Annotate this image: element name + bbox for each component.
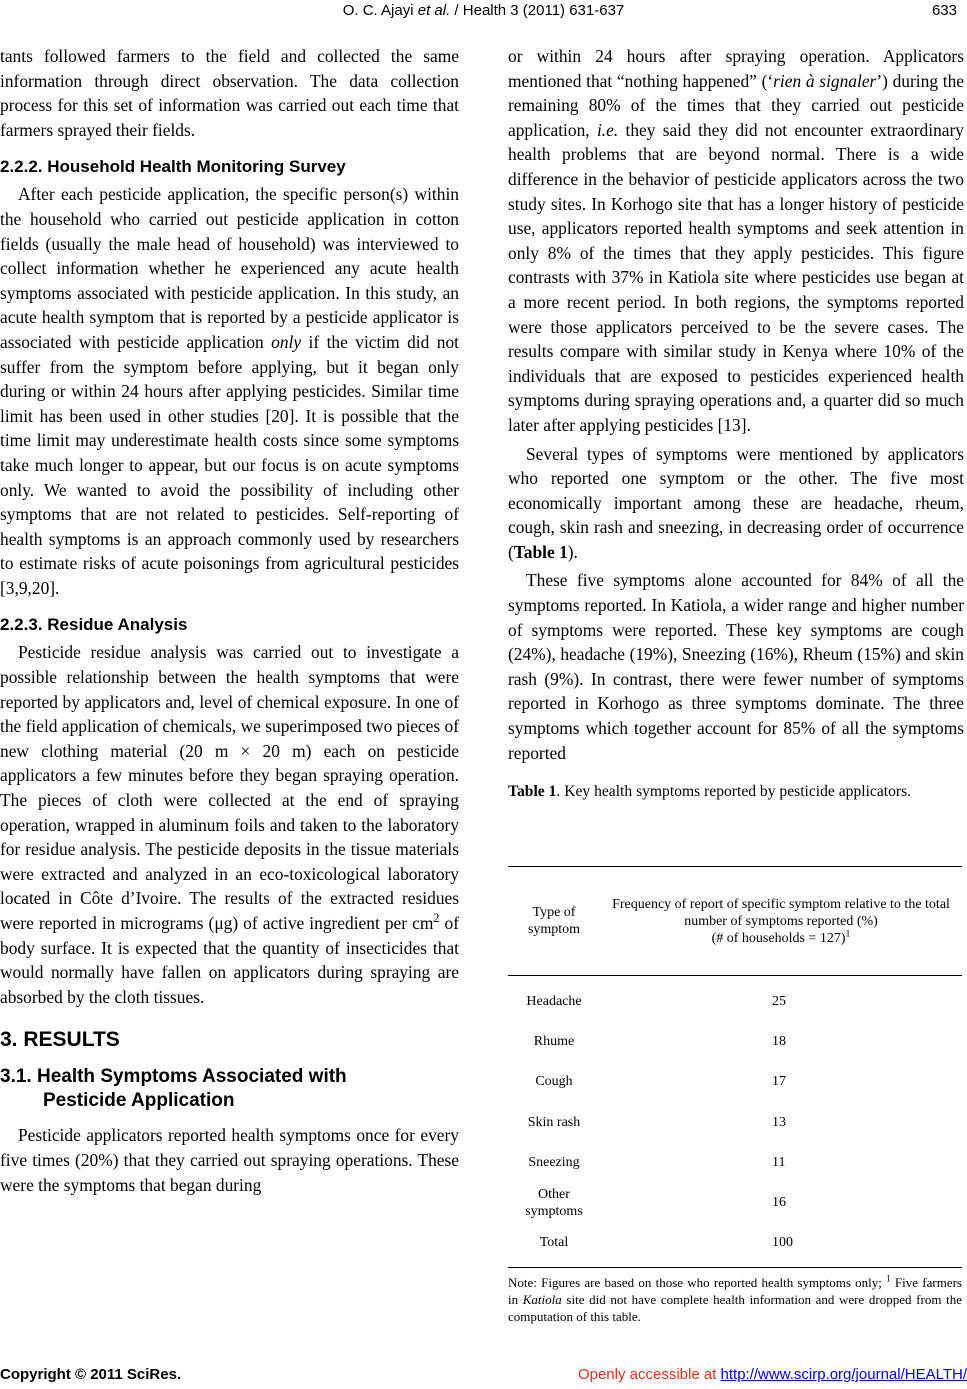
paragraph: tants followed farmers to the field and collected the same information through direct observation. The data collection process for this set of information was carried out each time that farmers sprayed their fields. [0, 46, 459, 140]
table-bottom-rule [508, 1267, 962, 1268]
frequency-cell: 100 [772, 1235, 793, 1251]
section-heading-2-2-3: 2.2.3. Residue Analysis [0, 615, 188, 635]
frequency-cell: 16 [772, 1195, 786, 1211]
table-row [508, 981, 962, 1021]
right-column [508, 44, 964, 802]
frequency-cell: 18 [772, 1033, 786, 1049]
page-number: 633 [931, 2, 957, 19]
section-heading-2-2-2: 2.2.2. Household Health Monitoring Survey [0, 157, 346, 177]
symptoms-table [508, 866, 962, 1325]
table-reference-link: Table 1 [513, 541, 568, 562]
symptom-cell: Total [539, 1235, 569, 1251]
symptom-cell: Sneezing [528, 1154, 580, 1170]
table-row [508, 1142, 962, 1182]
symptom-cell: Cough [535, 1074, 573, 1090]
table-header-row [508, 867, 962, 975]
table-caption: Table 1. Key health symptoms reported by pesticide applicators. [508, 783, 912, 801]
section-heading-results: 3. RESULTS [0, 1028, 120, 1052]
header-type-of-symptom: Type of symptom [527, 905, 581, 937]
table-row [508, 1223, 962, 1263]
header-citation: O. C. Ajayi et al. / Health 3 (2011) 631-637 [342, 2, 625, 19]
journal-url-link[interactable]: http://www.scirp.org/journal/HEALTH/ [720, 1366, 967, 1383]
section-heading-3-1: 3.1. Health Symptoms Associated with Pesticide Application [0, 1066, 347, 1112]
paragraph: After each pesticide application, the specific person(s) within the household who carried out pesticide application in cotton fields (usually the male head of household) was interviewed to collect information whether he experienced any acute health symptoms associated with pesticide application. In this study, an acute health symptom that is reported by a pesticide applicator is associated with pesticide application only if the victim did not suffer from the symptom before applying, but it began only during or within 24 hours after applying pesticides. Similar time limit has been used in other studies [20]. It is possible that the time limit may underestimate health costs since some symptoms take much longer to appear, but our focus is on acute symptoms only. We wanted to avoid the possibility of including other symptoms that are not related to pesticides. Self-reporting of health symptoms is an approach commonly used by researchers to estimate risks of acute poisonings from agricultural pesticides [3,9,20]. [0, 184, 459, 598]
symptom-cell: Headache [526, 993, 582, 1009]
symptom-cell: Other symptoms [525, 1186, 583, 1219]
table-row [508, 1102, 962, 1142]
table-row [508, 1182, 962, 1222]
paragraph: Several types of symptoms were mentioned by applicators who reported one symptom or the other. The five most economically important among these are headache, rheum, cough, skin rash and sneezing, in decreasing order of occurrence (Table 1). [508, 443, 964, 562]
page-footer [0, 1366, 967, 1388]
table-note: Note: Figures are based on those who reported health symptoms only; $^1$ Five farmers in Katiola site did not have complete health information and were dropped from the computation of this table. [508, 1273, 962, 1325]
open-access-notice: Openly accessible at http://www.scirp.org/journal/HEALTH/ [577, 1366, 967, 1383]
paragraph: These five symptoms alone accounted for 84% of all the symptoms reported. In Katiola, a wider range and higher number of symptoms were reported. These key symptoms are cough (24%), headache (19%), Sneezing (16%), Rheum (15%) and skin rash (9%). In contrast, there were fewer number of symptoms reported in Korhogo as three symptoms dominate. The three symptoms which together account for 85% of all the symptoms reported [508, 570, 964, 763]
symptom-cell: Rhume [533, 1033, 575, 1049]
table-row [508, 1021, 962, 1061]
frequency-cell: 17 [772, 1074, 786, 1090]
copyright-notice: Copyright © 2011 SciRes. [0, 1366, 182, 1383]
paragraph: Pesticide applicators reported health symptoms once for every five times (20%) that they carried out spraying operations. These were the symptoms that began during [0, 1125, 459, 1195]
running-header [0, 2, 967, 24]
paragraph: Pesticide residue analysis was carried out to investigate a possible relationship between the health symptoms that were reported by applicators and, level of chemical exposure. In one of the field application of chemicals, we superimposed two pieces of new clothing material (20 m × 20 m) each on pesticide applicators a few minutes before they began spraying operation. The pieces of cloth were collected at the end of spraying operation, wrapped in aluminum foils and taken to the laboratory for residue analysis. The pesticide deposits in the tissue materials were extracted and analyzed in an eco-toxicological laboratory located in Côte d’Ivoire. The results of the extracted residues were reported in micrograms (μg) of active ingredient per $cm^2$ of body surface. It is expected that the quantity of insecticides that would normally have fallen on applicators during spraying are absorbed by the cloth tissues. [0, 642, 459, 1007]
left-column [0, 44, 459, 1197]
frequency-cell: 11 [772, 1154, 786, 1170]
table-row [508, 1062, 962, 1102]
frequency-cell: 13 [772, 1114, 786, 1130]
table-body [508, 976, 962, 1267]
frequency-cell: 25 [772, 993, 786, 1009]
header-frequency: Frequency of report of specific symptom relative to the total number of symptoms reported (%) (# of households = 127)$^1$ [612, 896, 950, 946]
paragraph: or within 24 hours after spraying operation. Applicators mentioned that “nothing happened” (‘rien à signaler’) during the remaining 80% of the times that they carried out pesticide application, i.e. they said they did not encounter extraordinary health problems that are beyond normal. There is a wide difference in the behavior of pesticide applicators across the two study sites. In Korhogo site that has a longer history of pesticide use, applicators reported health symptoms and seek attention in only 8% of the times that they apply pesticides. This figure contrasts with 37% in Katiola site where pesticides use began at a more recent period. In both regions, the symptoms reported were those applicators perceived to be the severe cases. The results compare with similar study in Kenya where 10% of the individuals that are exposed to pesticides experienced health symptoms during spraying operations and, a quarter did so much later after applying pesticides [13]. [508, 46, 964, 435]
symptom-cell: Skin rash [527, 1114, 581, 1130]
